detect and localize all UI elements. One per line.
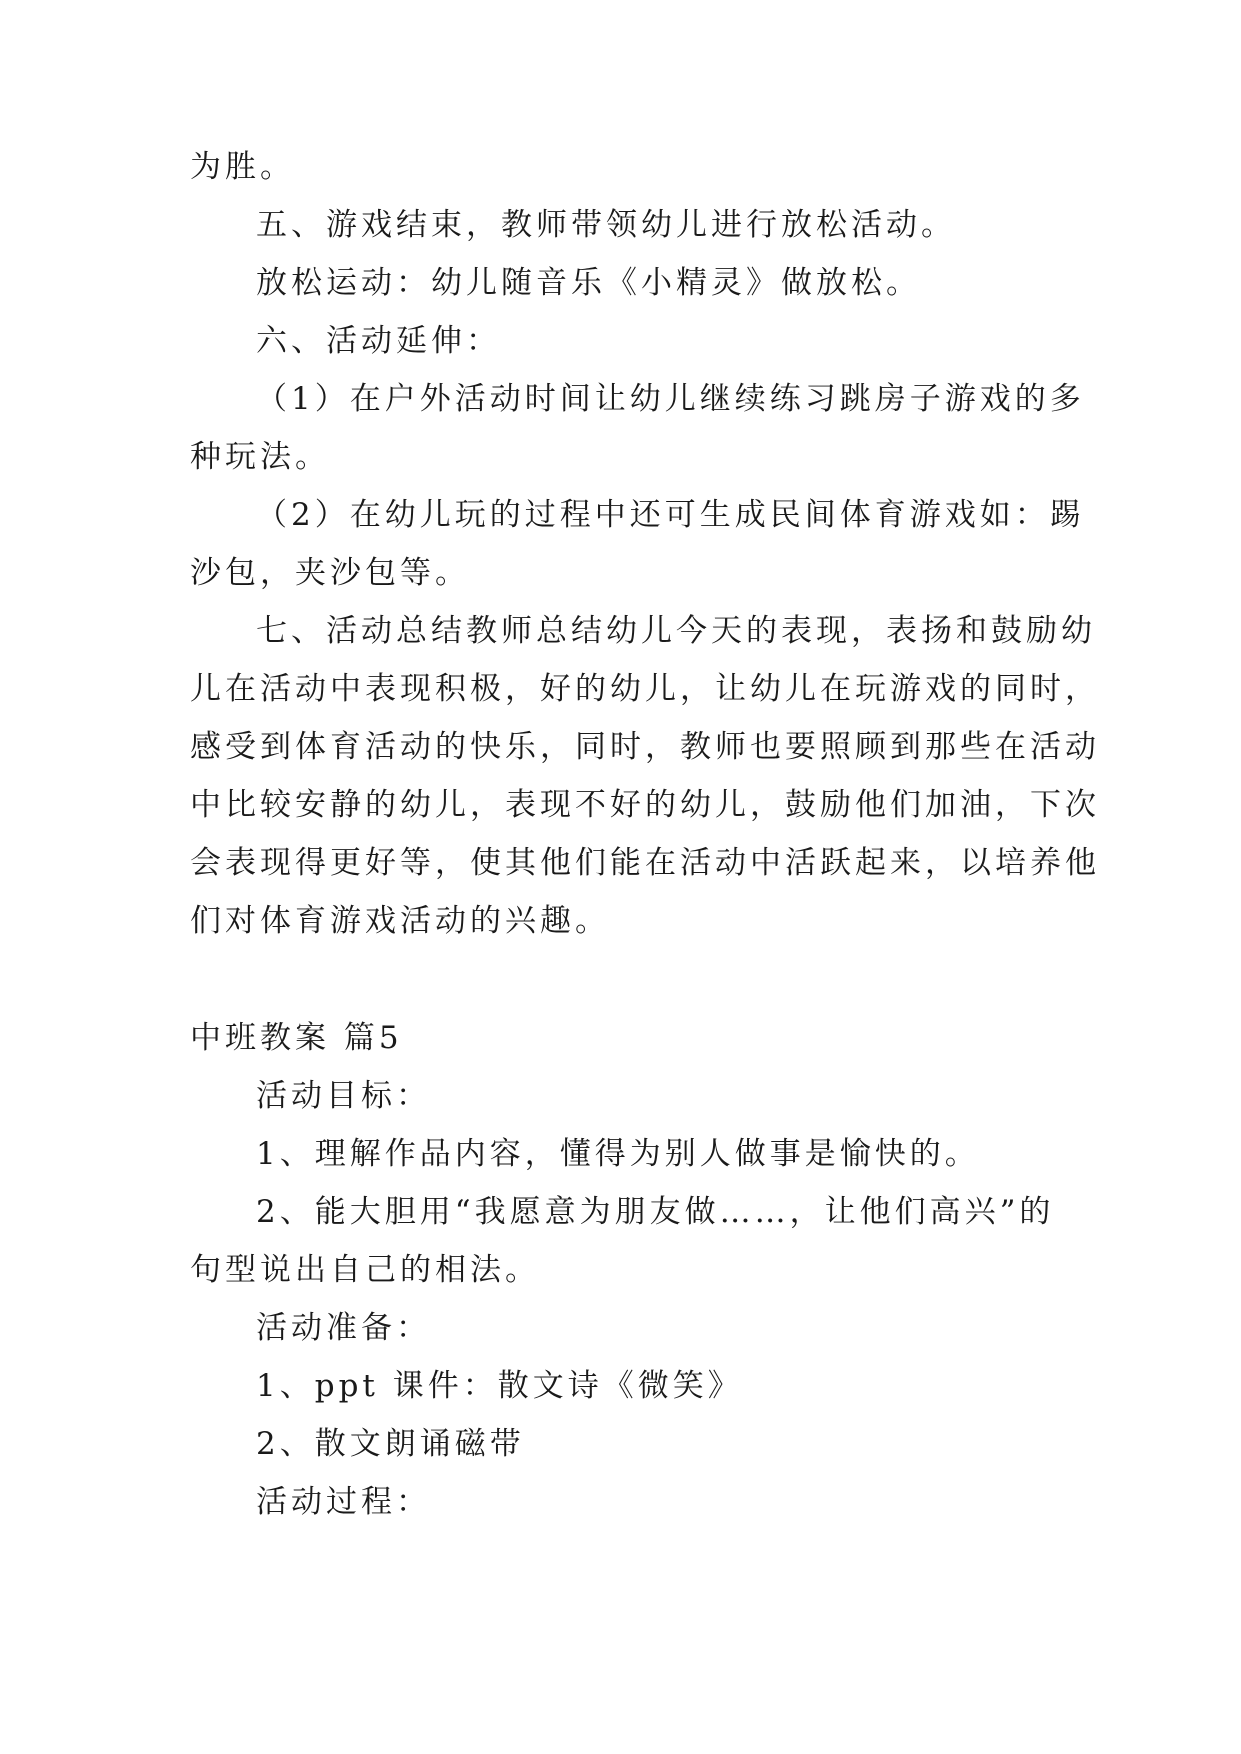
text-line: 七、活动总结教师总结幼儿今天的表现，表扬和鼓励幼 xyxy=(256,613,1096,649)
text-line: 放松运动：幼儿随音乐《小精灵》做放松。 xyxy=(256,265,921,301)
section-title: 中班教案 篇5 xyxy=(190,1020,403,1056)
text-line: 句型说出自己的相法。 xyxy=(190,1252,540,1288)
text-line: 会表现得更好等，使其他们能在活动中活跃起来，以培养他 xyxy=(190,845,1100,881)
text-line: 1、理解作品内容，懂得为别人做事是愉快的。 xyxy=(256,1136,980,1172)
text-line: 活动过程： xyxy=(256,1484,431,1520)
text-line: 为胜。 xyxy=(190,149,295,185)
text-line: 感受到体育活动的快乐，同时，教师也要照顾到那些在活动 xyxy=(190,729,1100,765)
text-line: 种玩法。 xyxy=(190,439,330,475)
text-line: 活动准备： xyxy=(256,1310,431,1346)
text-line: （1）在户外活动时间让幼儿继续练习跳房子游戏的多 xyxy=(256,381,1085,417)
text-line: 2、散文朗诵磁带 xyxy=(256,1426,525,1462)
text-line: （2）在幼儿玩的过程中还可生成民间体育游戏如：踢 xyxy=(256,497,1085,533)
text-line: 活动目标： xyxy=(256,1078,431,1114)
text-line: 沙包，夹沙包等。 xyxy=(190,555,470,591)
text-line: 2、能大胆用“我愿意为朋友做……，让他们高兴”的 xyxy=(256,1194,1055,1230)
text-line: 六、活动延伸： xyxy=(256,323,501,359)
text-line: 中比较安静的幼儿，表现不好的幼儿，鼓励他们加油，下次 xyxy=(190,787,1100,823)
text-line: 1、ppt 课件：散文诗《微笑》 xyxy=(256,1368,743,1404)
text-line: 儿在活动中表现积极，好的幼儿，让幼儿在玩游戏的同时， xyxy=(190,671,1100,707)
text-line: 们对体育游戏活动的兴趣。 xyxy=(190,903,610,939)
text-line: 五、游戏结束，教师带领幼儿进行放松活动。 xyxy=(256,207,956,243)
